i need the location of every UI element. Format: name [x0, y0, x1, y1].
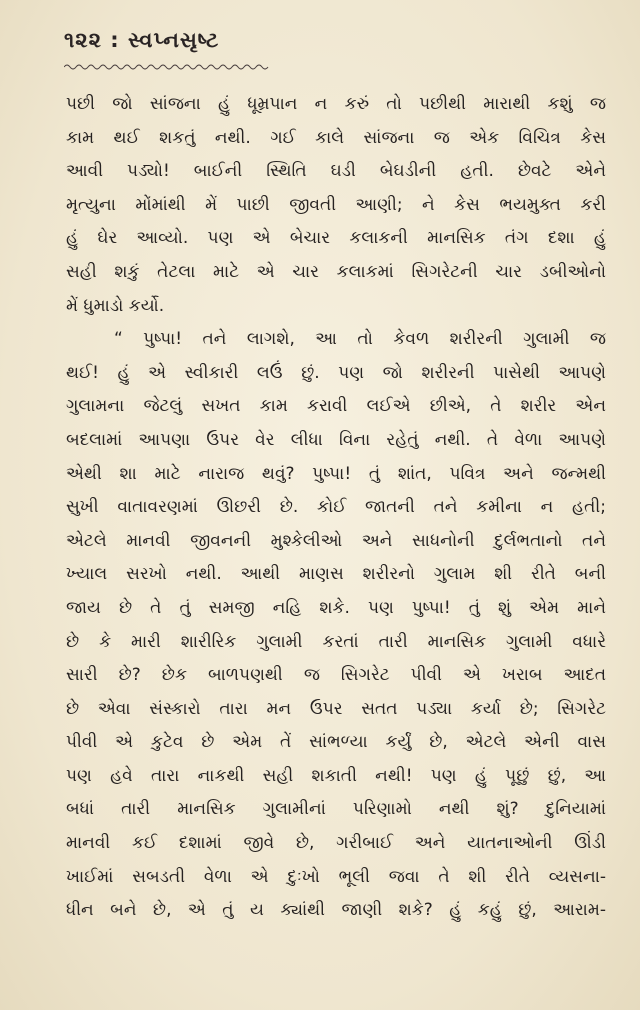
- text-line: “ પુષ્પા! તને લાગશે, આ તો કેવળ શરીરની ગુલામી જ: [114, 329, 606, 350]
- text-line: સહી શકું તેટલા માટે એ ચાર કલાકમાં સિગરેટની ચાર ડબીઓનો: [66, 261, 606, 282]
- text-line: બધાં તારી માનસિક ગુલામીનાં પરિણામો નથી શું? દુનિયામાં: [66, 799, 606, 820]
- running-header: [64, 28, 219, 53]
- text-line: બદલામાં આપણા ઉપર વેર લીધા વિના રહેતું નથી. તે વેળા આપણે: [66, 429, 606, 450]
- page-number: ૧૨૨: [64, 28, 102, 52]
- text-line: છે એવા સંસ્કારો તારા મન ઉપર સતત પડ્યા કર્યા છે; સિગરેટ: [66, 698, 606, 719]
- text-line: મૃત્યુના મોંમાંથી મેં પાછી જીવતી આણી; ને કેસ ભયમુક્ત કરી: [66, 194, 606, 215]
- header-separator: :: [110, 28, 120, 52]
- text-line: મેં ધુમાડો કર્યો.: [66, 295, 165, 316]
- text-line: ધીન બને છે, એ તું ય ક્યાંથી જાણી શકે? હું કહું છું, આરામ-: [66, 900, 606, 921]
- text-line: આવી પડ્યો! બાઈની સ્થિતિ ઘડી બેઘડીની હતી. છેવટે એને: [66, 161, 606, 182]
- text-line: પછી જો સાંજના હું ધૂમ્રપાન ન કરું તો પછીથી મારાથી કશું જ: [66, 94, 606, 114]
- text-line: ગુલામના જેટલું સખત કામ કરાવી લઈએ છીએ, તે શરીર એન: [66, 396, 606, 417]
- text-line: સારી છે? છેક બાળપણથી જ સિગરેટ પીવી એ ખરાબ આદત: [66, 665, 606, 686]
- text-line: પણ હવે તારા નાકથી સહી શકાતી નથી! પણ હું પૂછું છું, આ: [66, 765, 606, 786]
- body-text: [66, 88, 606, 928]
- text-line: ખાઈમાં સબડતી વેળા એ દુઃખો ભૂલી જવા તે શી રીતે વ્યસના-: [66, 866, 606, 887]
- text-line: છે કે મારી શારીરિક ગુલામી કરતાં તારી માનસિક ગુલામી વધારે: [66, 631, 606, 652]
- header-wavy-rule: [64, 63, 269, 71]
- text-line: થઈ! હું એ સ્વીકારી લઉં છું. પણ જો શરીરની પાસેથી આપણે: [66, 362, 606, 383]
- text-line: સુખી વાતાવરણમાં ઊછરી છે. કોઈ જાતની તને કમીના ન હતી;: [66, 497, 606, 518]
- text-line: પીવી એ કુટેવ છે એમ તેં સાંભળ્યા કર્યું છે, એટલે એની વાસ: [66, 732, 606, 753]
- book-title: સ્વપ્નસૃષ્ટ: [127, 28, 220, 52]
- text-line: એથી શા માટે નારાજ થવું? પુષ્પા! તું શાંત, પવિત્ર અને જન્મથી: [66, 463, 606, 484]
- text-line: માનવી કઈ દશામાં જીવે છે, ગરીબાઈ અને યાતનાઓની ઊંડી: [66, 833, 606, 854]
- text-line: ખ્યાલ સરખો નથી. આથી માણસ શરીરનો ગુલામ શી રીતે બની: [66, 564, 606, 585]
- text-line: એટલે માનવી જીવનની મુશ્કેલીઓ અને સાધનોની દુર્લભતાનો તને: [66, 530, 606, 551]
- text-line: હું ઘેર આવ્યો. પણ એ બેચાર કલાકની માનસિક તંગ દશા હું: [66, 228, 606, 249]
- text-line: જાય છે તે તું સમજી નહિ શકે. પણ પુષ્પા! તું શું એમ માને: [66, 597, 606, 618]
- text-line: કામ થઈ શકતું નથી. ગઈ કાલે સાંજના જ એક વિચિત્ર કેસ: [66, 127, 606, 148]
